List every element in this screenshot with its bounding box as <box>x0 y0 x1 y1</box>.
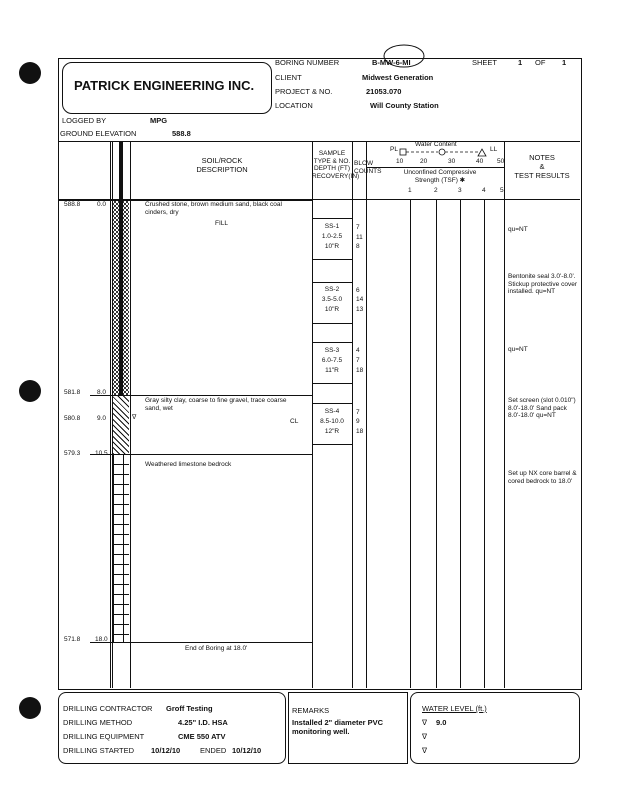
col-chart-right <box>504 141 505 688</box>
notes-header: NOTES & TEST RESULTS <box>514 153 570 180</box>
sample-depth: 1.0-2.5 <box>321 233 343 240</box>
layer-boundary-end <box>90 642 312 643</box>
ground-elevation-label: GROUND ELEVATION <box>60 129 137 138</box>
blow-count: 6 <box>356 287 360 294</box>
plasticity-symbol <box>398 148 490 158</box>
boring-number-value: B-MW-6-MI <box>372 58 411 67</box>
company-name: PATRICK ENGINEERING INC. <box>74 78 255 93</box>
layer-description: Weathered limestone bedrock <box>145 461 232 468</box>
layer-depth: 8.0 <box>97 389 107 396</box>
chart-gridline-3 <box>460 199 461 688</box>
wc-tick-50: 50 <box>497 158 505 165</box>
blow-count: 7 <box>356 357 360 364</box>
started-label: DRILLING STARTED <box>63 746 134 755</box>
method-label: DRILLING METHOD <box>63 718 133 727</box>
water-level-label: WATER LEVEL (ft.) <box>422 704 487 713</box>
blow-count: 18 <box>356 367 364 374</box>
col-blows-right <box>366 141 367 688</box>
bedrock-graphic <box>113 454 129 642</box>
sample-id: SS-1 <box>324 223 340 230</box>
blow-count: 13 <box>356 306 364 313</box>
sample-recovery: 10"R <box>324 306 340 313</box>
layer-elev: 581.8 <box>64 389 81 396</box>
layer-tag-cl: CL <box>290 418 299 425</box>
contractor-value: Groff Testing <box>166 704 213 713</box>
blow-counts-header: BLOW COUNTS <box>354 160 382 175</box>
blow-count: 7 <box>356 409 360 416</box>
blow-count: 7 <box>356 224 360 231</box>
ended-value: 10/12/10 <box>232 746 262 755</box>
contractor-label: DRILLING CONTRACTOR <box>63 704 153 713</box>
sample-header: SAMPLE TYPE & NO. DEPTH (FT) RECOVERY(IN) <box>312 150 360 180</box>
col-elev-depth-div <box>110 141 111 688</box>
started-value: 10/12/10 <box>151 746 181 755</box>
layer-depth: 18.0 <box>95 636 108 643</box>
layer-description: Gray silty clay, coarse to fine gravel, trace coarse sand, wet <box>145 397 287 412</box>
note-text: Bentonite seal 3.0'-8.0'. Stickup protective cover installed. qu=NT <box>508 273 578 295</box>
remarks-value: Installed 2" diameter PVC monitoring well. <box>292 718 384 736</box>
client-label: CLIENT <box>275 73 302 82</box>
soil-desc-header: SOIL/ROCK DESCRIPTION <box>196 156 248 174</box>
layer-depth: 10.5 <box>95 450 108 457</box>
ucs-label: Unconfined Compressive Strength (TSF) ✱ <box>403 169 477 184</box>
layer-depth: 9.0 <box>97 415 107 422</box>
sheet-total: 1 <box>562 58 567 67</box>
note-text: qu=NT <box>508 346 528 353</box>
project-value: 21053.070 <box>366 87 402 96</box>
blow-count: 4 <box>356 347 360 354</box>
punch-hole-middle <box>19 380 41 402</box>
equipment-label: DRILLING EQUIPMENT <box>63 732 145 741</box>
note-text: qu=NT <box>508 226 528 233</box>
blow-count: 8 <box>356 243 360 250</box>
footer-water-box <box>410 692 580 764</box>
logged-by-label: LOGGED BY <box>62 116 107 125</box>
ucs-tick-5: 5 <box>500 187 504 194</box>
location-label: LOCATION <box>275 101 313 110</box>
sample-recovery: 12"R <box>324 428 340 435</box>
note-text: Set screen (slot 0.010") 8.0'-18.0' Sand pack 8.0'-18.0' qu=NT <box>508 397 576 419</box>
project-label: PROJECT & NO. <box>275 87 333 96</box>
sample-id: SS-4 <box>324 408 340 415</box>
col-sample-right <box>352 141 353 688</box>
layer-elev: 580.8 <box>64 415 81 422</box>
handwritten-circle <box>380 40 430 70</box>
layer-elev: 588.8 <box>64 201 81 208</box>
equipment-value: CME 550 ATV <box>178 732 226 741</box>
chart-header-divider <box>366 167 504 168</box>
water-content-label: Water Content <box>415 141 457 148</box>
blow-count: 9 <box>356 418 360 425</box>
ground-elevation-value: 588.8 <box>172 129 191 138</box>
ucs-tick-1: 1 <box>408 187 412 194</box>
sample-depth: 3.5-5.0 <box>321 296 343 303</box>
method-value: 4.25" I.D. HSA <box>178 718 228 727</box>
layer-depth: 0.0 <box>97 201 107 208</box>
chart-gridline-4 <box>484 199 485 688</box>
blow-count: 11 <box>356 234 363 241</box>
sheet-number: 1 <box>518 58 523 67</box>
chart-gridline-2 <box>436 199 437 688</box>
ucs-tick-2: 2 <box>434 187 438 194</box>
ended-label: ENDED <box>200 746 227 755</box>
layer-boundary-rock <box>90 454 312 455</box>
blow-count: 18 <box>356 428 364 435</box>
layer-description: Crushed stone, brown medium sand, black coal cinders, dry <box>145 201 282 216</box>
sample-recovery: 11"R <box>325 367 339 374</box>
layer-boundary-8ft <box>90 395 130 396</box>
sheet-label: SHEET <box>472 58 498 67</box>
location-value: Will County Station <box>370 101 439 110</box>
sample-depth: 6.0-7.5 <box>321 357 343 364</box>
layer-elev: 571.8 <box>64 636 81 643</box>
sample-id: SS-2 <box>324 286 340 293</box>
punch-hole-bottom <box>19 697 41 719</box>
col-graphic-right <box>130 141 131 688</box>
ucs-tick-4: 4 <box>482 187 486 194</box>
sheet-of: OF <box>535 58 546 67</box>
water-level-icon: ∇ <box>422 718 428 727</box>
wc-tick-10: 10 <box>396 158 404 165</box>
sample-id: SS-3 <box>324 347 340 354</box>
water-level-icon: ∇ <box>422 732 428 741</box>
punch-hole-top <box>19 62 41 84</box>
water-level-value: 9.0 <box>436 718 447 727</box>
header-divider <box>58 141 580 142</box>
note-text: Set up NX core barrel & cored bedrock to 18.0' <box>508 470 577 485</box>
layer-tag-fill: FILL <box>215 220 229 227</box>
water-level-icon: ∇ <box>422 746 428 755</box>
sample-recovery: 10"R <box>324 243 340 250</box>
logged-by-value: MPG <box>150 116 168 125</box>
client-value: Midwest Generation <box>362 73 434 82</box>
wc-tick-30: 30 <box>448 158 456 165</box>
wc-tick-20: 20 <box>420 158 428 165</box>
pl-label: PL <box>390 146 398 153</box>
sample-depth: 8.5-10.0 <box>320 418 344 425</box>
ucs-tick-3: 3 <box>458 187 462 194</box>
water-level-marker: ∇ <box>132 414 137 421</box>
ll-label: LL <box>490 146 498 153</box>
end-of-boring: End of Boring at 18.0' <box>185 645 248 652</box>
chart-gridline-1 <box>410 199 411 688</box>
clay-graphic <box>113 395 129 454</box>
remarks-label: REMARKS <box>292 706 330 715</box>
wc-tick-40: 40 <box>476 158 484 165</box>
boring-number-label: BORING NUMBER <box>275 58 340 67</box>
well-casing <box>119 141 123 395</box>
layer-boundary-clay <box>130 395 312 396</box>
layer-elev: 579.3 <box>64 450 81 457</box>
blow-count: 14 <box>356 296 364 303</box>
